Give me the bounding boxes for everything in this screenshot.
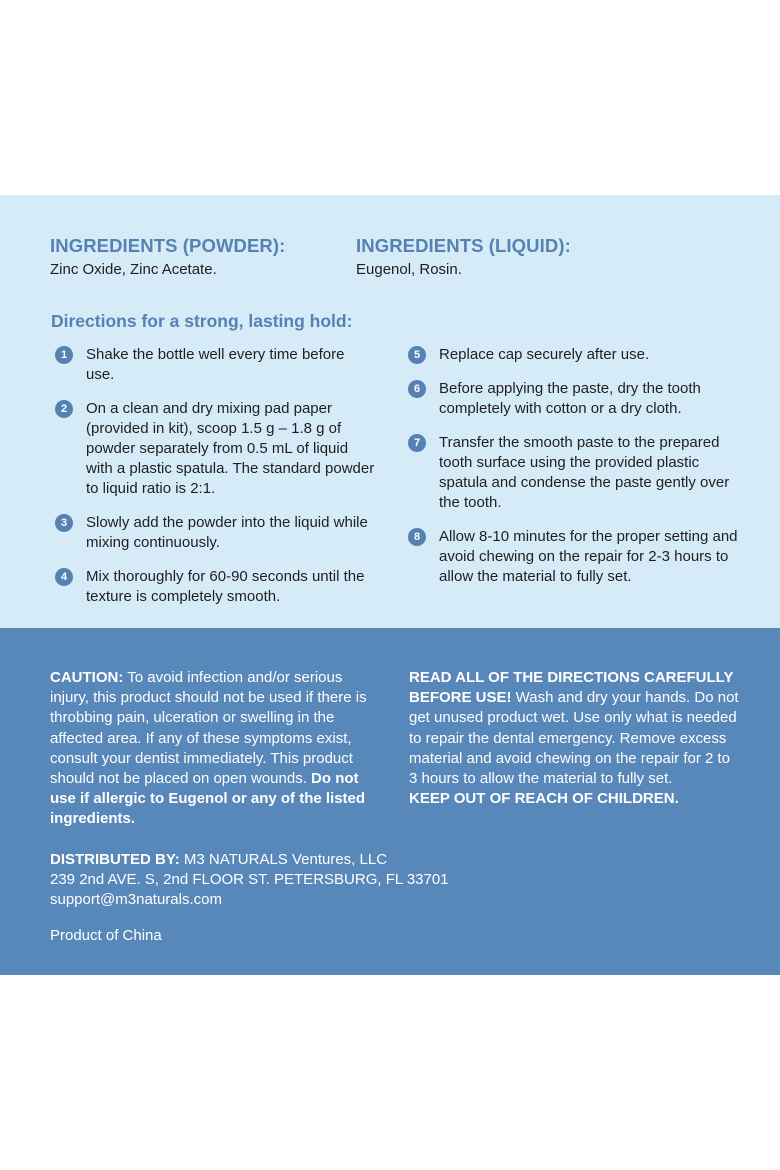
step-text: Shake the bottle well every time before use. [86,346,345,383]
step-text: Replace cap securely after use. [439,346,650,363]
step-text: Transfer the smooth paste to the prepared tooth surface using the provided plastic spatula and condense the paste gently over the tooth. [439,434,730,511]
distributor-name: M3 NATURALS Ventures, LLC [179,851,388,868]
step-number-badge: 8 [408,528,426,546]
step-text: Mix thoroughly for 60-90 seconds until the texture is completely smooth. [86,568,365,605]
caution-allergy-warning: Do not use if allergic to Eugenol or any of the listed ingredients. [50,770,366,828]
ingredients-powder-title: INGREDIENTS (POWDER): [50,235,286,256]
step-item [408,345,746,365]
step-number-badge: 7 [408,434,426,452]
step-item [55,399,375,499]
step-text: On a clean and dry mixing pad paper (provided in kit), scoop 1.5 g – 1.8 g of powder separately from 0.5 mL of liquid with a plastic spatula. The standard powder to liquid ratio is 2:1. [86,400,375,497]
ingredients-powder-text: Zinc Oxide, Zinc Acetate. [50,261,217,278]
ingredients-powder [50,235,285,278]
distributor-block [50,850,449,911]
caution-text: To avoid infection and/or serious injury, this product should not be used if there is throbbing pain, ulceration or swelling in the affected area. If any of these symptoms exist, consult your dentist immediately. This product should not be placed on open wounds. [50,669,367,788]
step-number-badge: 1 [55,346,73,364]
step-item [55,513,375,553]
ingredients-liquid-text: Eugenol, Rosin. [356,261,462,278]
step-text: Before applying the paste, dry the tooth completely with cotton or a dry cloth. [439,380,701,417]
caution-block [50,668,380,830]
caution-label: CAUTION: [50,669,124,686]
step-text: Allow 8-10 minutes for the proper setting and avoid chewing on the repair for 2-3 hours to allow the material to fully set. [439,528,738,585]
read-directions-label: READ ALL OF THE DIRECTIONS CAREFULLY BEFORE USE! [409,669,734,707]
step-number-badge: 6 [408,380,426,398]
distributor-label: DISTRIBUTED BY: [50,851,180,868]
read-directions-text: Wash and dry your hands. Do not get unused product wet. Use only what is needed to repair the dental emergency. Remove excess material and avoid chewing on the repair for 2 to 3 hours to allow the material to fully set. [409,689,739,788]
steps-right-column [408,345,746,601]
distributor-address: 239 2nd AVE. S, 2nd FLOOR ST. PETERSBURG, FL 33701 [50,871,449,889]
steps-left-column [55,345,375,621]
step-item [408,433,746,513]
step-item [55,567,375,607]
step-item [408,527,746,587]
product-origin: Product of China [50,927,162,944]
step-number-badge: 3 [55,514,73,532]
ingredients-liquid-title: INGREDIENTS (LIQUID): [356,235,571,256]
ingredients-liquid [356,235,571,278]
warnings-panel [0,628,780,975]
keep-out-of-reach-warning: KEEP OUT OF REACH OF CHILDREN. [409,790,679,808]
step-item [408,379,746,419]
step-number-badge: 5 [408,346,426,364]
directions-panel [0,195,780,628]
distributor-email: support@m3naturals.com [50,891,222,909]
directions-title: Directions for a strong, lasting hold: [51,311,353,331]
read-directions-block [409,668,739,809]
step-item [55,345,375,385]
step-number-badge: 2 [55,400,73,418]
step-text: Slowly add the powder into the liquid while mixing continuously. [86,514,368,551]
step-number-badge: 4 [55,568,73,586]
